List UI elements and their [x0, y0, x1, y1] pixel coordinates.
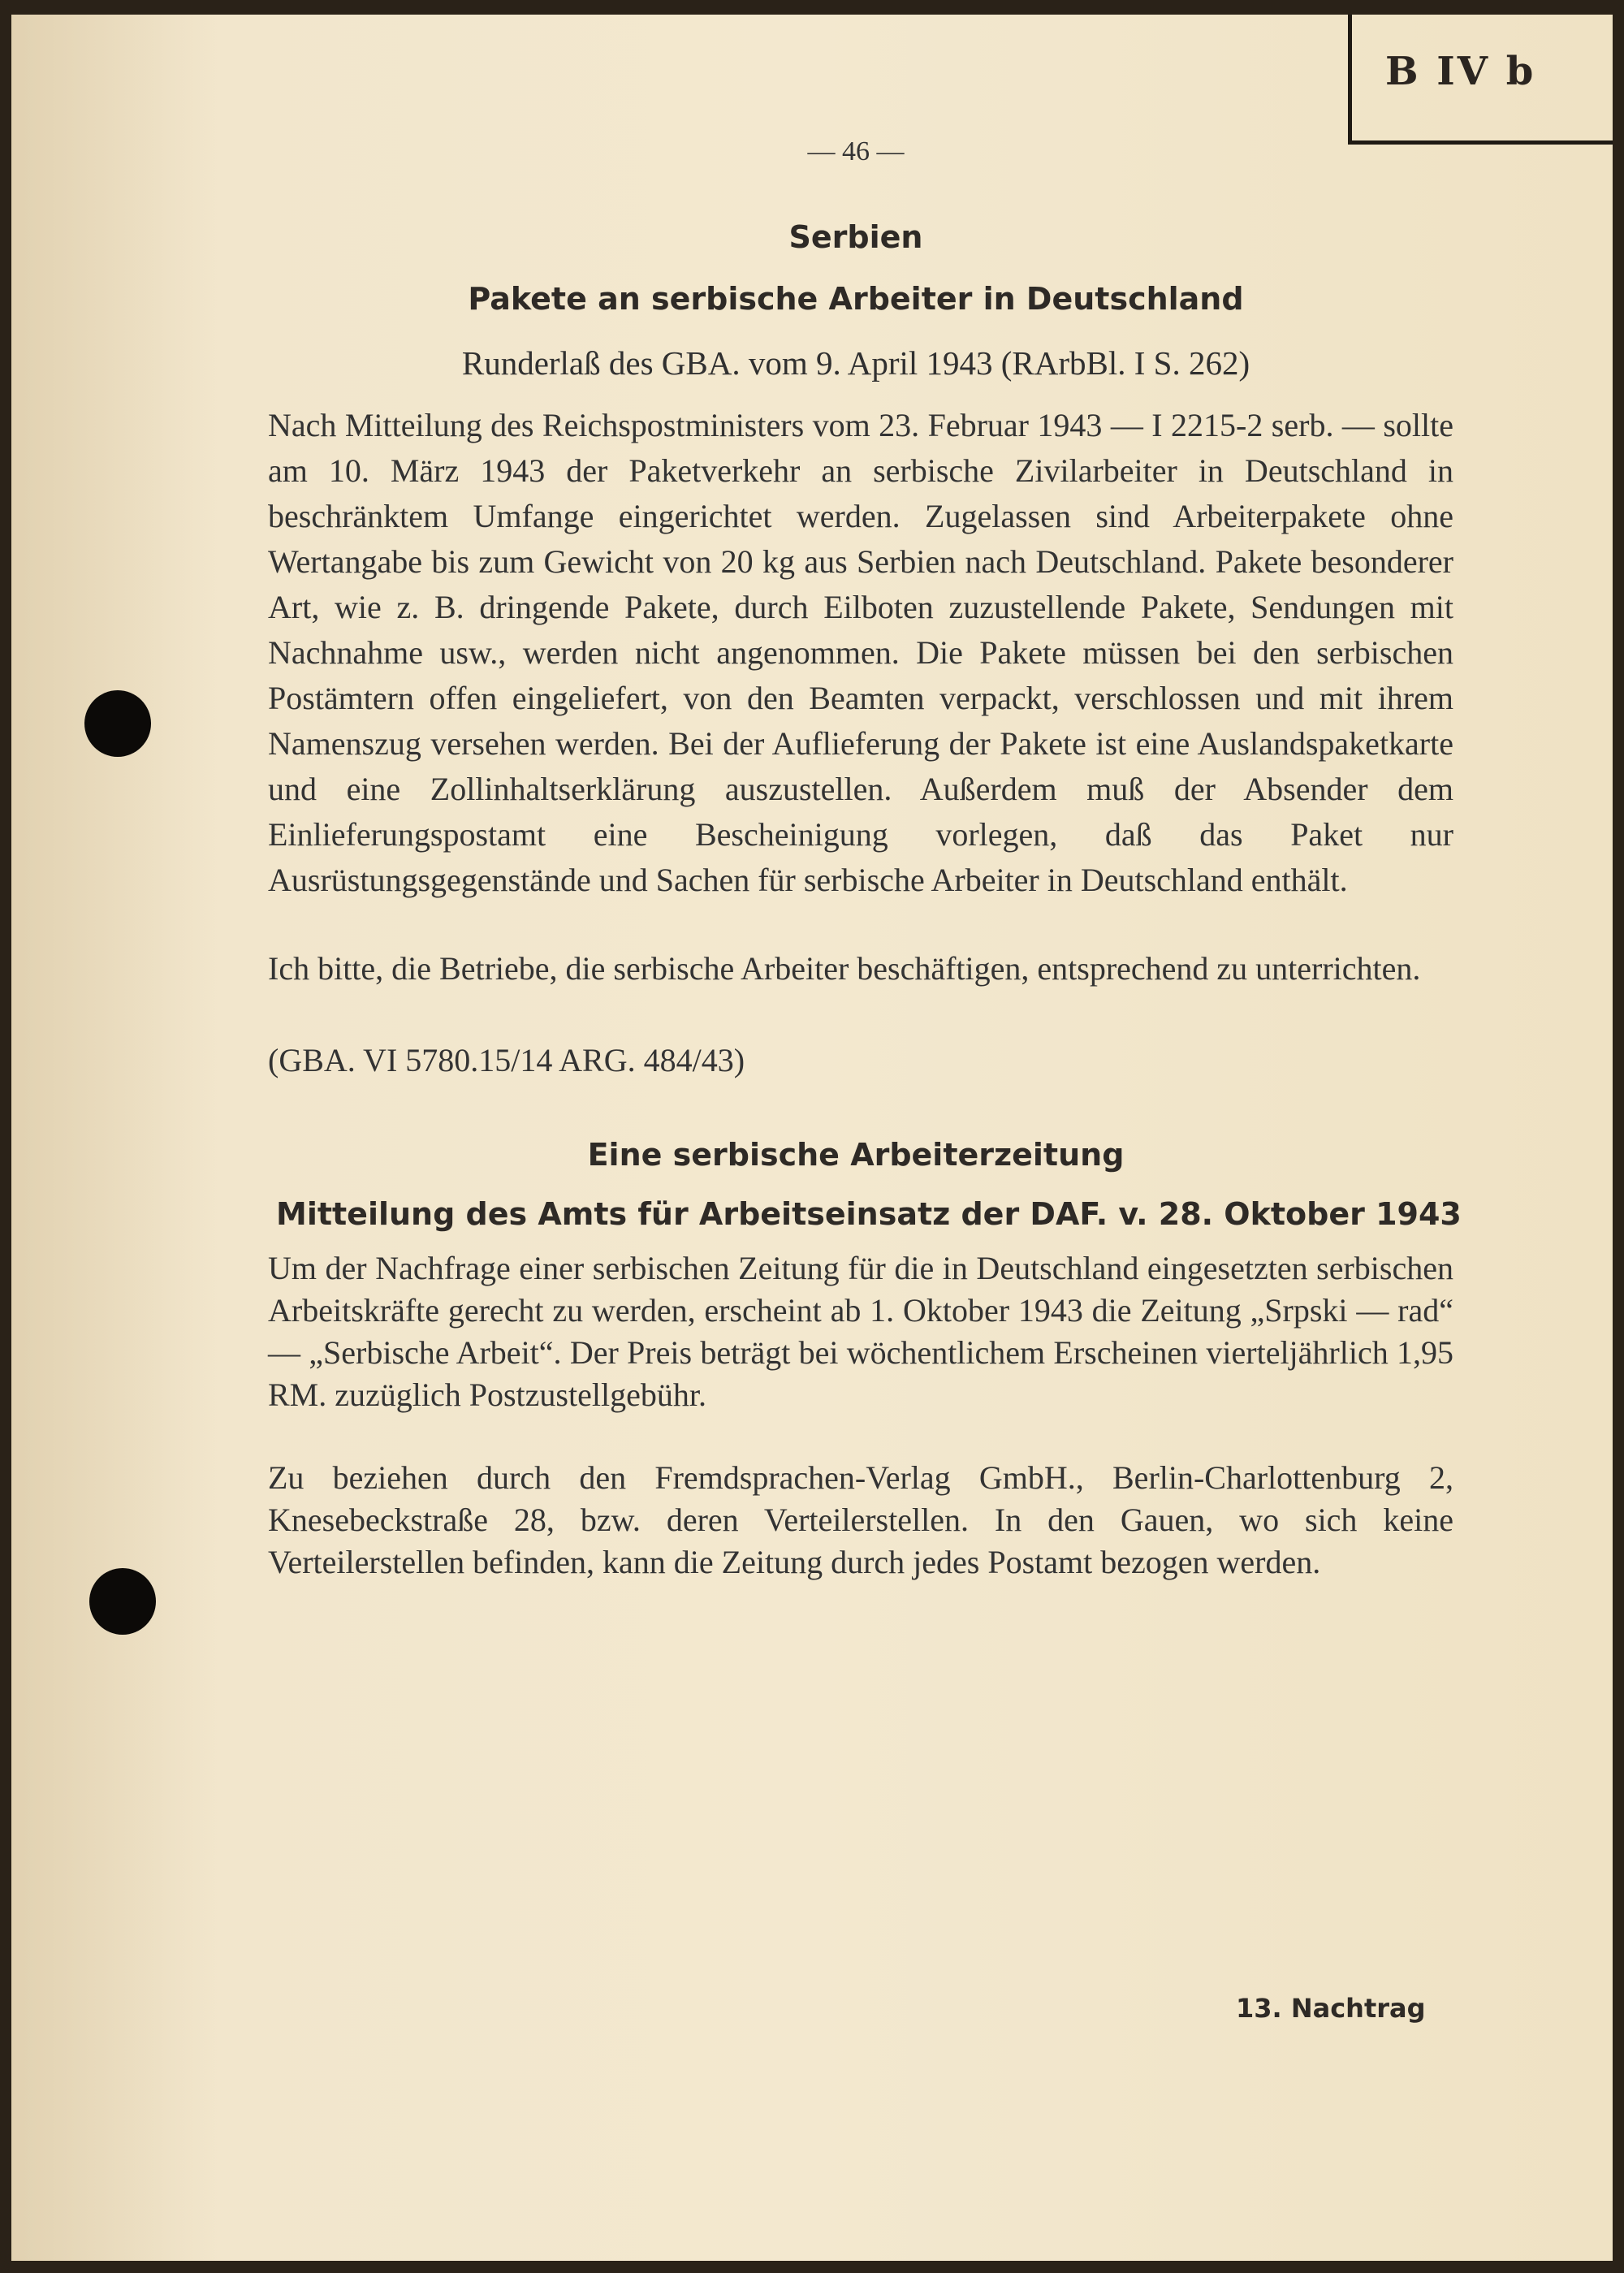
section-title-arbeiterzeitung: Eine serbische Arbeiterzeitung [587, 1137, 1125, 1173]
corner-label: B IV b [1385, 49, 1536, 94]
section-heading-pakete: Pakete an serbische Arbeiter in Deutschland [468, 281, 1244, 317]
punch-hole [84, 690, 151, 757]
supplement-footer: 13. Nachtrag [1236, 1993, 1426, 2024]
reference-number: (GBA. VI 5780.15/14 ARG. 484/43) [268, 1042, 745, 1078]
page-number: — 46 — [807, 136, 905, 166]
paragraph-pakete-main: Nach Mitteilung des Reichspostministers vom 23. Februar 1943 — I 2215-2 serb. — sollte am 10. März 1943 der Paketverkehr an serbische Zivilarbeiter in Deutschland in beschränktem Umfange eingerichtet werden. Zugelassen sind Arbeiterpakete ohne Wertangabe bis zum Gewicht von 20 kg aus Serbien nach Deutschland. Pakete besonderer Art, wie z. B. dringende Pakete, durch Eilboten zuzustellende Pakete, Sendungen mit Nachnahme usw., werden nicht angenommen. Die Pakete müssen bei den serbischen Postämtern offen eingeliefert, von den Beamten verpackt, verschlossen und mit ihrem Namenszug versehen werden. Bei der Auflieferung der Pakete ist eine Auslandspaketkarte und eine Zollinhaltserklärung auszustellen. Außerdem muß der Absender dem Einlieferungspostamt eine Bescheinigung vorlegen, daß das Paket nur Ausrüstungsgegenstände und Sachen für serbische Arbeiter in Deutschland enthält. [268, 407, 1453, 898]
paper-shading [11, 15, 222, 2261]
document-page [11, 15, 1613, 2261]
paragraph-pakete-request: Ich bitte, die Betriebe, die serbische Arbeiter beschäftigen, entsprechend zu unterrichten. [268, 950, 1421, 987]
paragraph-zeitung-bezug: Zu beziehen durch den Fremdsprachen-Verlag GmbH., Berlin-Charlottenburg 2, Knesebeckstraße 28, bzw. deren Verteilerstellen. In den Gauen, wo sich keine Verteilerstellen befinden, kann die Zeitung durch jedes Postamt bezogen werden. [268, 1459, 1453, 1580]
section-title-serbien: Serbien [788, 219, 923, 255]
section-heading-mitteilung: Mitteilung des Amts für Arbeitseinsatz der DAF. v. 28. Oktober 1943 [276, 1196, 1462, 1232]
punch-hole [89, 1568, 156, 1635]
paragraph-zeitung-main: Um der Nachfrage einer serbischen Zeitung für die in Deutschland eingesetzten serbischen Arbeitskräfte gerecht zu werden, erscheint ab 1. Oktober 1943 die Zeitung „Srpski — rad“ — „Serbische Arbeit“. Der Preis beträgt bei wöchentlichem Erscheinen vierteljährlich 1,95 RM. zuzüglich Postzustellgebühr. [268, 1250, 1453, 1413]
decree-subheading: Runderlaß des GBA. vom 9. April 1943 (RArbBl. I S. 262) [461, 344, 1250, 382]
